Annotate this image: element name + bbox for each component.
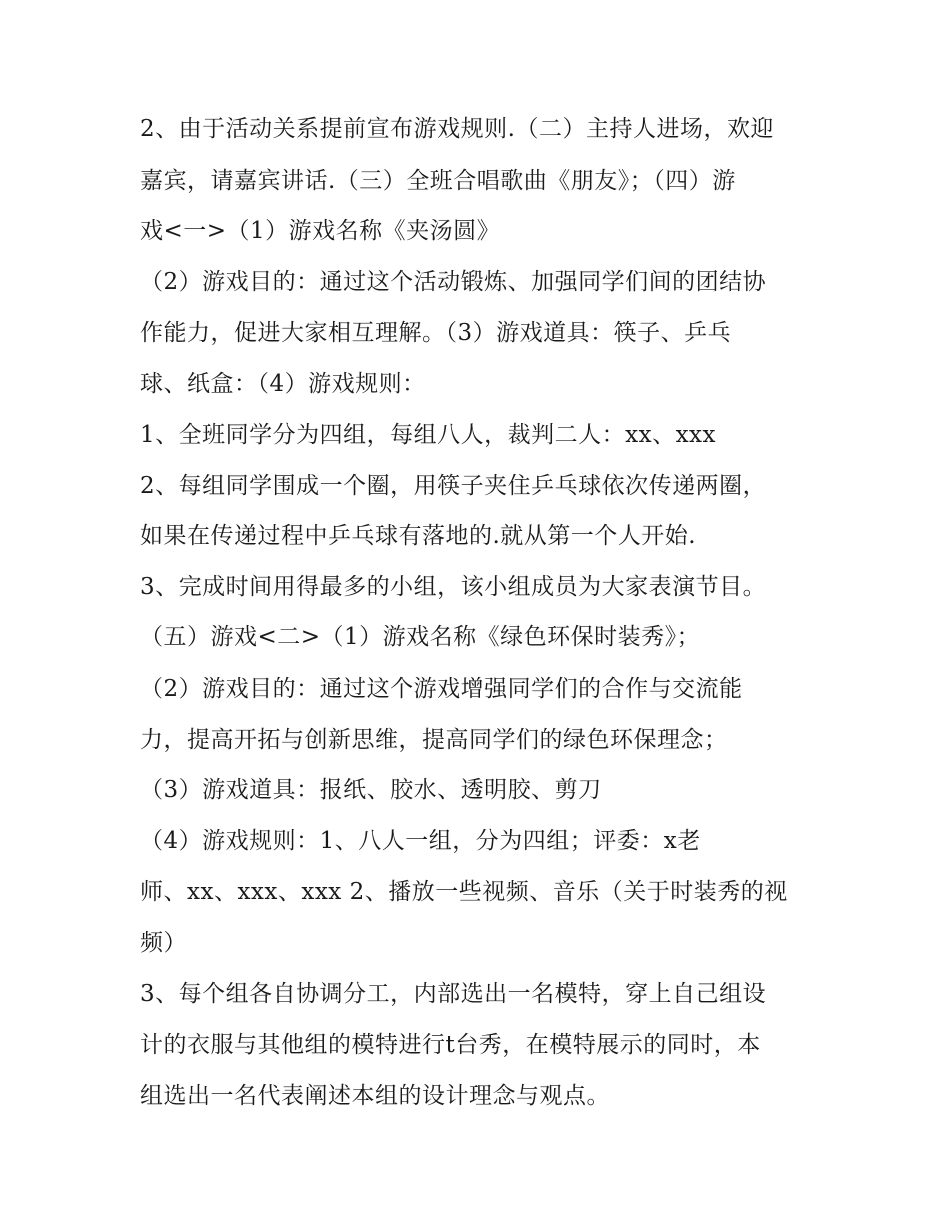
text-line: 如果在传递过程中乒乓球有落地的.就从第一个人开始. [140, 523, 697, 549]
text-line: （2）游戏目的：通过这个游戏增强同学们的合作与交流能 [140, 676, 743, 702]
text-line: 嘉宾，请嘉宾讲话.（三）全班合唱歌曲《朋友》；（四）游 [140, 168, 736, 194]
text-line: 2、由于活动关系提前宣布游戏规则.（二）主持人进场，欢迎 [140, 116, 774, 142]
text-line: 组选出一名代表阐述本组的设计理念与观点。 [140, 1083, 610, 1109]
text-line: 计的衣服与其他组的模特进行t台秀，在模特展示的同时，本 [140, 1032, 761, 1058]
text-line: （4）游戏规则：1、八人一组，分为四组；评委：x老 [140, 828, 701, 854]
text-line: 戏<一>（1）游戏名称《夹汤圆》 [140, 218, 501, 244]
text-line: 师、xx、xxx、xxx 2、播放一些视频、音乐（关于时装秀的视 [140, 879, 788, 905]
text-line: （2）游戏目的：通过这个活动锻炼、加强同学们间的团结协 [140, 269, 767, 295]
text-line: 频） [140, 930, 187, 956]
text-line: 3、每个组各自协调分工，内部选出一名模特，穿上自己组设 [140, 981, 767, 1007]
text-line: 1、全班同学分为四组，每组八人，裁判二人：xx、xxx [140, 422, 716, 448]
text-line: 球、纸盒：（4）游戏规则： [140, 371, 426, 397]
text-line: 作能力，促进大家相互理解。（3）游戏道具：筷子、乒乓 [140, 320, 732, 346]
text-line: （3）游戏道具：报纸、胶水、透明胶、剪刀 [140, 777, 602, 803]
text-line: （五）游戏<二>（1）游戏名称《绿色环保时装秀》； [140, 624, 701, 650]
text-line: 力，提高开拓与创新思维，提高同学们的绿色环保理念； [140, 727, 728, 753]
text-line: 3、完成时间用得最多的小组，该小组成员为大家表演节目。 [140, 574, 767, 600]
text-line: 2、每组同学围成一个圈，用筷子夹住乒乓球依次传递两圈， [140, 473, 767, 499]
